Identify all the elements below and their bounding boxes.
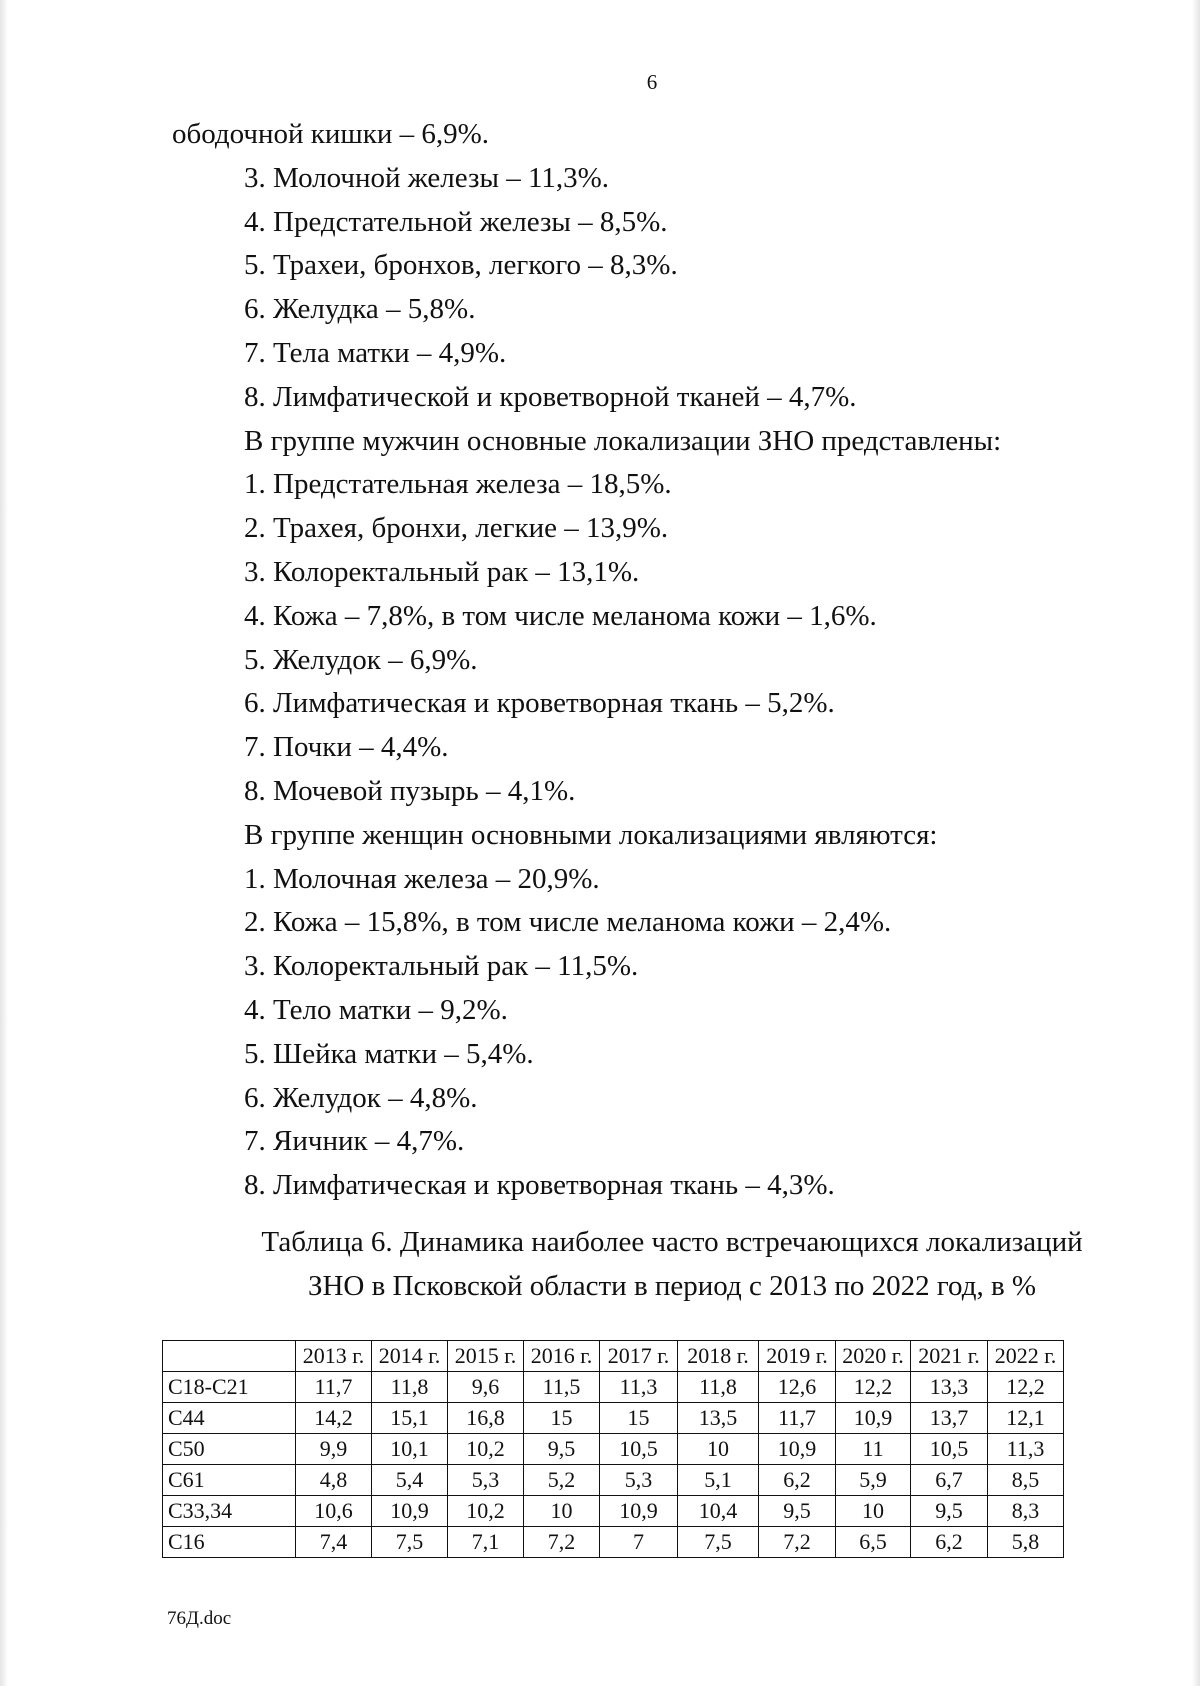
table-cell-value: 10,2 [448,1496,524,1527]
body-line: 4. Тело матки – 9,2%. [244,993,508,1026]
table-cell-value: 10 [836,1496,911,1527]
table-cell-value: 8,3 [988,1496,1064,1527]
body-line: 2. Кожа – 15,8%, в том числе меланома кожи – 2,4%. [244,906,892,939]
table-cell-value: 10,5 [600,1434,678,1465]
body-line: 7. Почки – 4,4%. [244,731,449,764]
table-cell-value: 11,8 [678,1372,759,1403]
table-cell-value: 12,2 [988,1372,1064,1403]
table-cell-value: 12,1 [988,1403,1064,1434]
body-line: 8. Лимфатической и кроветворной тканей – 4,7%. [244,380,857,413]
footer-filename: 76Д.doc [167,1608,232,1629]
table-cell-value: 10,9 [600,1496,678,1527]
body-line: 5. Трахеи, бронхов, легкого – 8,3%. [244,249,678,282]
page-number: 6 [646,70,658,94]
table-cell-value: 10 [678,1434,759,1465]
table-cell-value: 6,5 [836,1527,911,1558]
table-cell-value: 7,5 [372,1527,448,1558]
table-header-year: 2017 г. [600,1341,678,1372]
table-cell-value: 10,4 [678,1496,759,1527]
table-cell-value: 13,7 [911,1403,988,1434]
table-caption [172,1220,1172,1308]
body-line: 5. Желудок – 6,9%. [244,643,478,676]
table-cell-value: 7,2 [524,1527,600,1558]
body-line: 2. Трахея, бронхи, легкие – 13,9%. [244,512,669,545]
table-cell-value: 9,5 [524,1434,600,1465]
body-line: 8. Мочевой пузырь – 4,1%. [244,774,576,807]
table-row [163,1527,1064,1558]
table-cell-value: 11,7 [296,1372,372,1403]
table-cell-value: 7 [600,1527,678,1558]
table-header-year: 2013 г. [296,1341,372,1372]
table-wrapper [162,1340,1064,1558]
table-row-code: C61 [163,1465,296,1496]
table-cell-value: 15,1 [372,1403,448,1434]
table-cell-value: 6,2 [759,1465,836,1496]
table-header-row [163,1341,1064,1372]
body-line: ободочной кишки – 6,9%. [172,118,490,150]
body-line: 3. Колоректальный рак – 13,1%. [244,555,640,588]
table-row-code: C50 [163,1434,296,1465]
body-line: 6. Желудок – 4,8%. [244,1081,478,1114]
incidence-table [162,1340,1064,1558]
table-cell-value: 13,5 [678,1403,759,1434]
table-cell-value: 5,3 [448,1465,524,1496]
table-cell-value: 5,1 [678,1465,759,1496]
table-cell-value: 10 [524,1496,600,1527]
table-cell-value: 9,6 [448,1372,524,1403]
table-cell-value: 15 [600,1403,678,1434]
table-cell-value: 5,8 [988,1527,1064,1558]
table-cell-value: 11,3 [600,1372,678,1403]
table-cell-value: 9,5 [759,1496,836,1527]
table-cell-value: 7,5 [678,1527,759,1558]
table-header-year: 2022 г. [988,1341,1064,1372]
table-cell-value: 10,6 [296,1496,372,1527]
table-cell-value: 5,4 [372,1465,448,1496]
table-header-year: 2020 г. [836,1341,911,1372]
body-line: 1. Предстательная железа – 18,5%. [244,468,672,501]
body-line: 3. Колоректальный рак – 11,5%. [244,950,639,983]
table-row-code: C18-C21 [163,1372,296,1403]
table-header-year: 2018 г. [678,1341,759,1372]
table-cell-value: 7,2 [759,1527,836,1558]
body-line: 4. Кожа – 7,8%, в том числе меланома кожи – 1,6%. [244,599,877,632]
body-line: 7. Яичник – 4,7%. [244,1125,465,1158]
table-cell-value: 11 [836,1434,911,1465]
table-cell-value: 16,8 [448,1403,524,1434]
table-header-year: 2015 г. [448,1341,524,1372]
table-cell-value: 12,6 [759,1372,836,1403]
table-cell-value: 6,2 [911,1527,988,1558]
table-row [163,1434,1064,1465]
table-corner-cell [163,1341,296,1372]
table-cell-value: 7,4 [296,1527,372,1558]
body-text [172,113,1152,1208]
body-line: 6. Желудка – 5,8%. [244,293,476,326]
body-line: 5. Шейка матки – 5,4%. [244,1037,534,1070]
table-cell-value: 11,8 [372,1372,448,1403]
body-line: 6. Лимфатическая и кроветворная ткань – 5,2%. [244,687,835,720]
table-cell-value: 10,9 [836,1403,911,1434]
table-cell-value: 14,2 [296,1403,372,1434]
table-cell-value: 10,9 [759,1434,836,1465]
table-header-year: 2014 г. [372,1341,448,1372]
table-cell-value: 5,2 [524,1465,600,1496]
table-cell-value: 7,1 [448,1527,524,1558]
table-cell-value: 10,5 [911,1434,988,1465]
table-cell-value: 6,7 [911,1465,988,1496]
table-row-code: C44 [163,1403,296,1434]
body-line: В группе женщин основными локализациями являются: [244,818,938,851]
body-line: 3. Молочной железы – 11,3%. [244,161,610,194]
table-header-year: 2016 г. [524,1341,600,1372]
table-cell-value: 11,3 [988,1434,1064,1465]
table-cell-value: 13,3 [911,1372,988,1403]
table-cell-value: 5,9 [836,1465,911,1496]
table-cell-value: 11,7 [759,1403,836,1434]
table-header-year: 2021 г. [911,1341,988,1372]
body-line: В группе мужчин основные локализации ЗНО представлены: [244,424,1002,457]
table-cell-value: 9,5 [911,1496,988,1527]
body-line: 8. Лимфатическая и кроветворная ткань – 4,3%. [244,1169,835,1202]
table-row [163,1372,1064,1403]
table-row-code: C33,34 [163,1496,296,1527]
table-row [163,1496,1064,1527]
table-caption-line-1: Таблица 6. Динамика наиболее часто встречающихся локализаций [261,1226,1083,1258]
body-line: 1. Молочная железа – 20,9%. [244,862,600,895]
table-header-year: 2019 г. [759,1341,836,1372]
table-cell-value: 9,9 [296,1434,372,1465]
table-cell-value: 5,3 [600,1465,678,1496]
table-row [163,1403,1064,1434]
table-cell-value: 12,2 [836,1372,911,1403]
scan-edge-right [1192,0,1200,1686]
table-row [163,1465,1064,1496]
table-cell-value: 11,5 [524,1372,600,1403]
table-cell-value: 15 [524,1403,600,1434]
table-cell-value: 10,9 [372,1496,448,1527]
table-cell-value: 8,5 [988,1465,1064,1496]
table-cell-value: 10,1 [372,1434,448,1465]
body-line: 7. Тела матки – 4,9%. [244,336,507,369]
table-row-code: C16 [163,1527,296,1558]
table-cell-value: 4,8 [296,1465,372,1496]
scan-edge-left [0,0,8,1686]
table-caption-line-2: ЗНО в Псковской области в период с 2013 по 2022 год, в % [307,1270,1037,1302]
body-line: 4. Предстательной железы – 8,5%. [244,205,668,238]
table-cell-value: 10,2 [448,1434,524,1465]
